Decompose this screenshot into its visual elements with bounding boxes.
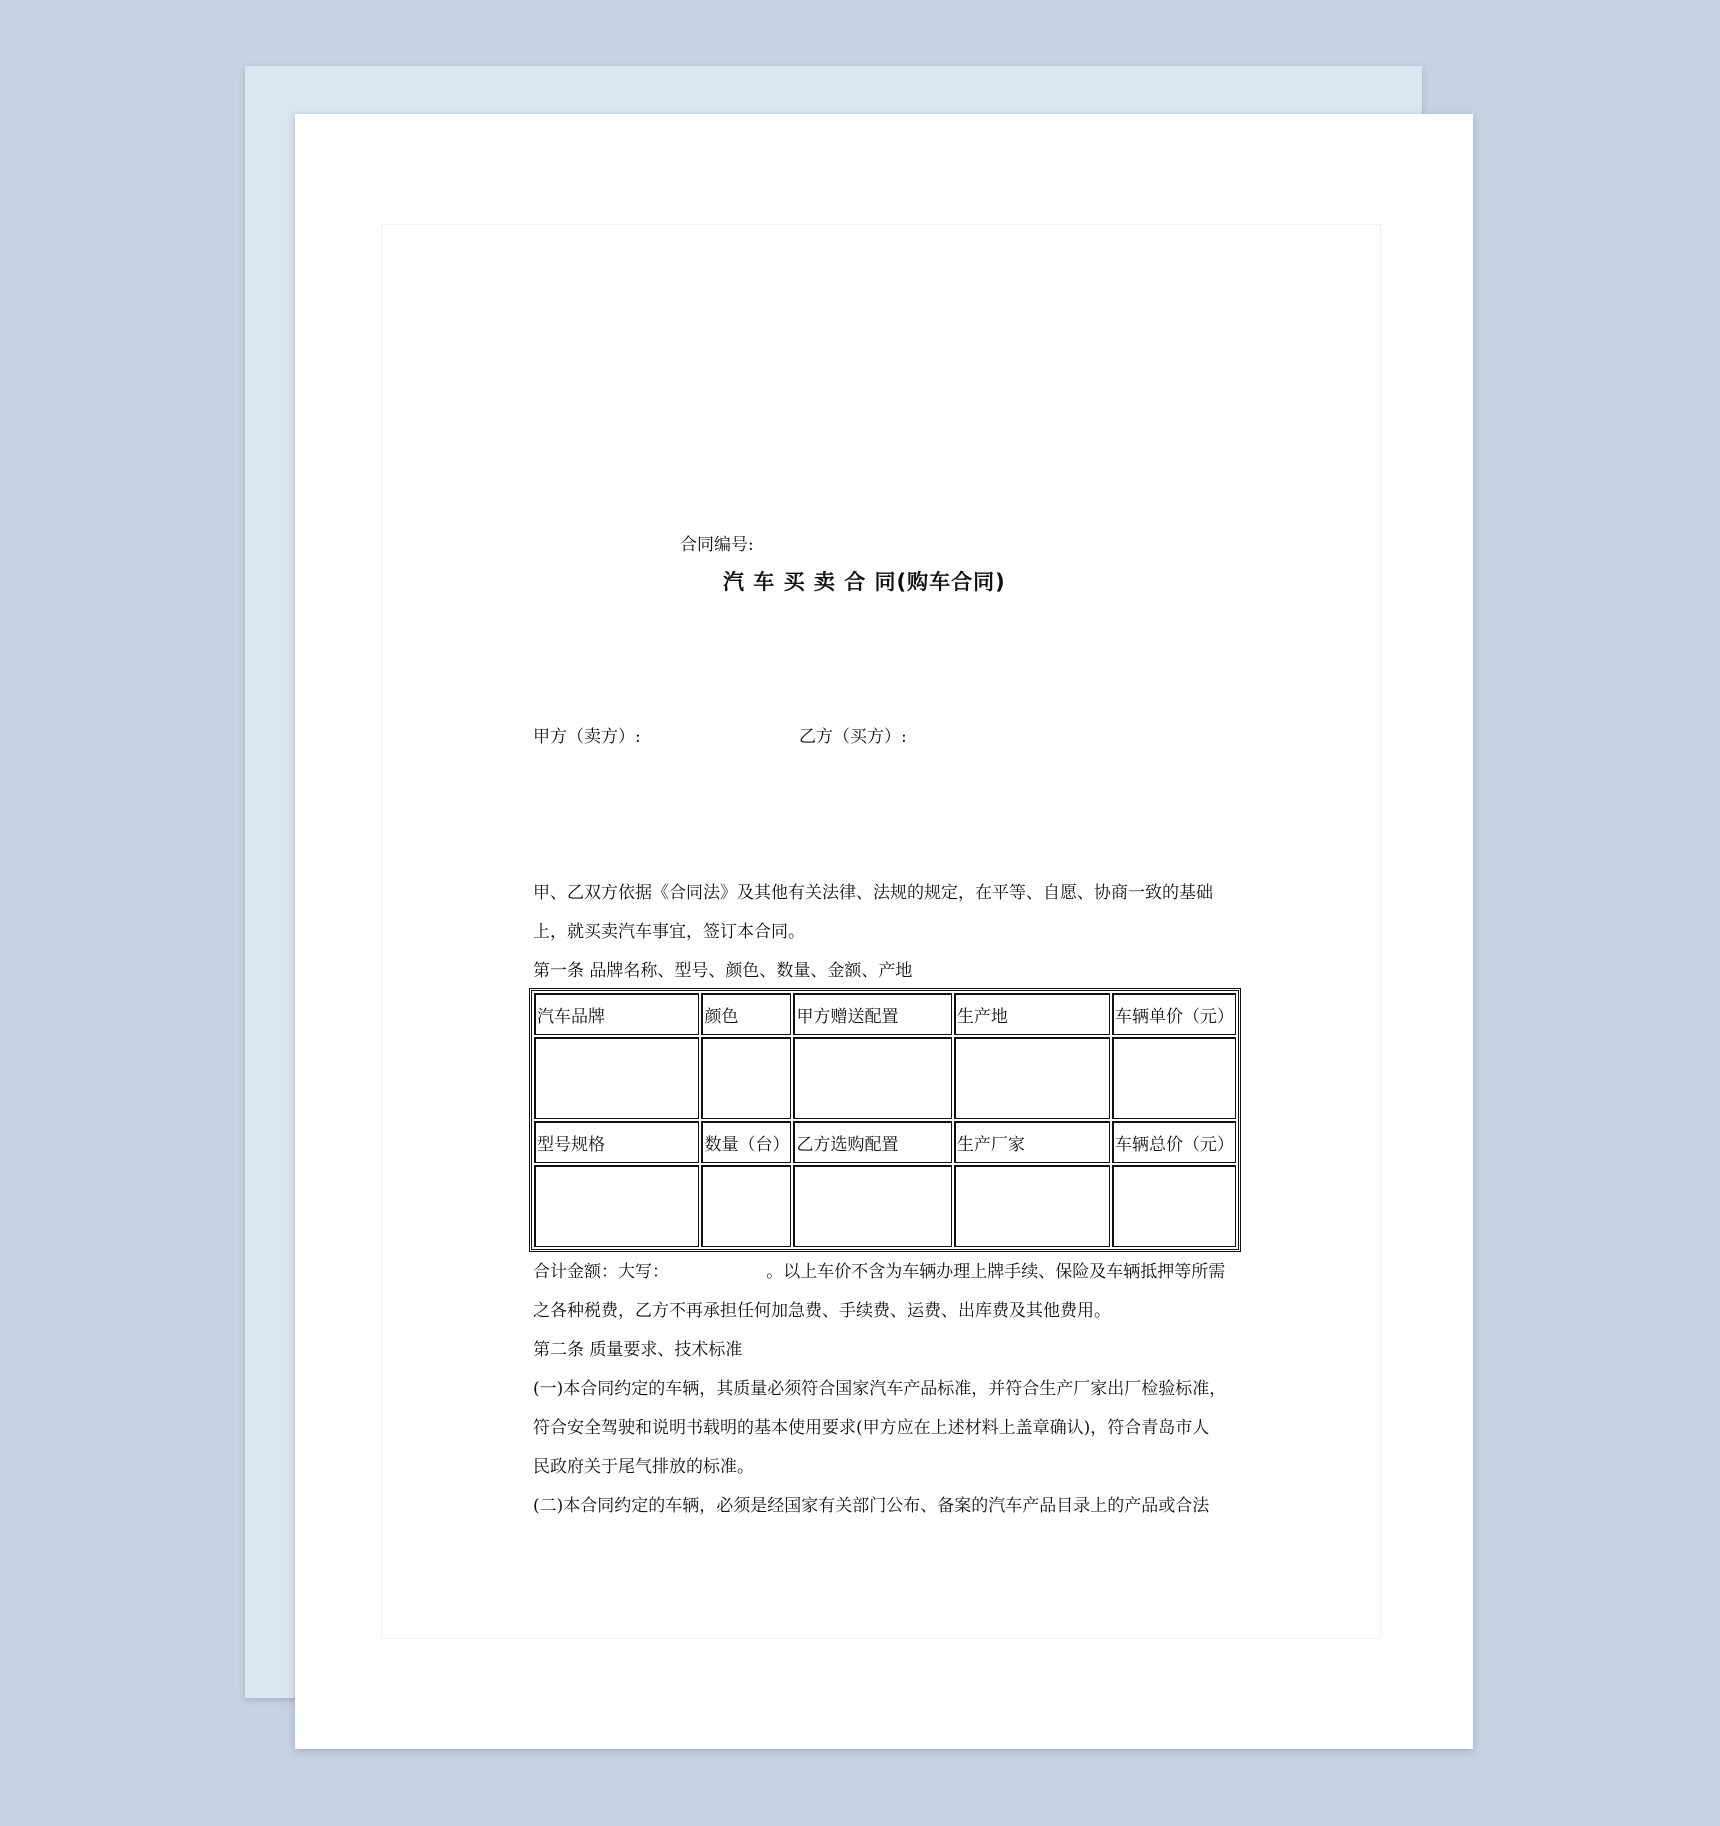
header-total-price: 车辆总价（元） xyxy=(1112,1121,1236,1163)
table-header-row xyxy=(534,1121,1236,1163)
vehicle-info-table xyxy=(529,988,1241,1252)
header-seller-gift-config: 甲方赠送配置 xyxy=(793,993,951,1035)
table-cell xyxy=(534,1037,699,1119)
table-cell xyxy=(534,1165,699,1247)
header-quantity: 数量（台） xyxy=(701,1121,791,1163)
article-2-heading: 第二条 质量要求、技术标准 xyxy=(533,1340,743,1360)
header-buyer-option-config: 乙方选购配置 xyxy=(793,1121,951,1163)
table-cell xyxy=(1112,1165,1236,1247)
clause-1-line-3: 民政府关于尾气排放的标准。 xyxy=(533,1457,754,1477)
party-b-label: 乙方（买方）: xyxy=(799,727,907,747)
table-cell xyxy=(954,1037,1110,1119)
clause-2-line-1: (二)本合同约定的车辆，必须是经国家有关部门公布、备案的汽车产品目录上的产品或合法 xyxy=(533,1496,1210,1516)
clause-1-line-1: (一)本合同约定的车辆，其质量必须符合国家汽车产品标准，并符合生产厂家出厂检验标准， xyxy=(533,1379,1227,1399)
table-cell xyxy=(793,1037,951,1119)
clause-1-line-2: 符合安全驾驶和说明书载明的基本使用要求(甲方应在上述材料上盖章确认)，符合青岛市人 xyxy=(533,1418,1210,1438)
document-page xyxy=(295,114,1473,1749)
header-model-spec: 型号规格 xyxy=(534,1121,699,1163)
table-cell xyxy=(701,1165,791,1247)
intro-line-1: 甲、乙双方依据《合同法》及其他有关法律、法规的规定，在平等、自愿、协商一致的基础 xyxy=(533,883,1213,903)
total-amount-line-1: 合计金额：大写： 。以上车价不含为车辆办理上牌手续、保险及车辆抵押等所需 xyxy=(533,1262,1226,1282)
intro-line-2: 上，就买卖汽车事宜，签订本合同。 xyxy=(533,922,805,942)
contract-number-label: 合同编号: xyxy=(680,535,754,555)
table-row xyxy=(534,1165,1236,1247)
table-cell xyxy=(954,1165,1110,1247)
header-production-place: 生产地 xyxy=(954,993,1110,1035)
header-car-brand: 汽车品牌 xyxy=(534,993,699,1035)
header-unit-price: 车辆单价（元） xyxy=(1112,993,1236,1035)
header-color: 颜色 xyxy=(701,993,791,1035)
total-amount-line-2: 之各种税费，乙方不再承担任何加急费、手续费、运费、出库费及其他费用。 xyxy=(533,1301,1111,1321)
article-1-heading: 第一条 品牌名称、型号、颜色、数量、金额、产地 xyxy=(533,961,913,981)
header-manufacturer: 生产厂家 xyxy=(954,1121,1110,1163)
table-cell xyxy=(793,1165,951,1247)
table-row xyxy=(534,1037,1236,1119)
table-header-row xyxy=(534,993,1236,1035)
party-a-label: 甲方（卖方）: xyxy=(533,727,641,747)
document-title: 汽 车 买 卖 合 同(购车合同) xyxy=(723,570,1006,594)
table-cell xyxy=(1112,1037,1236,1119)
table-cell xyxy=(701,1037,791,1119)
